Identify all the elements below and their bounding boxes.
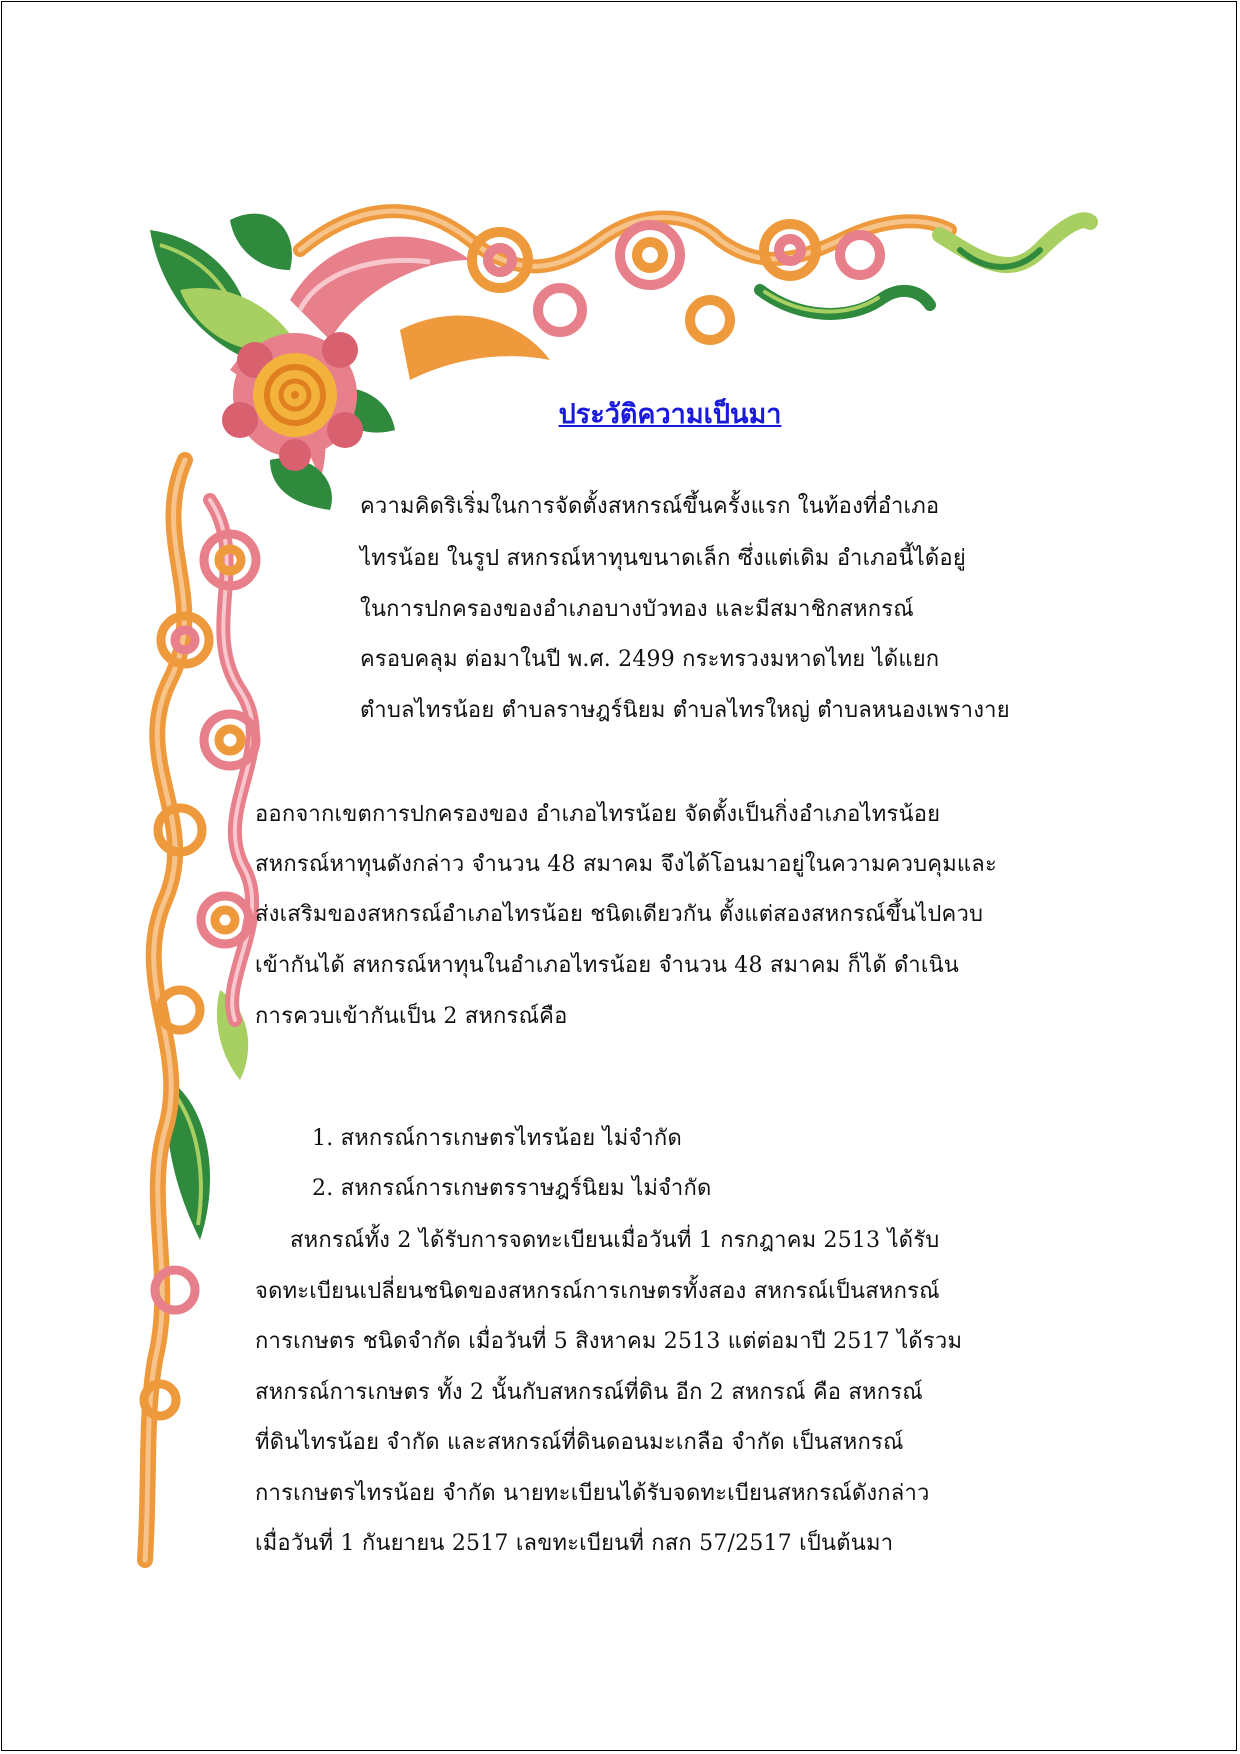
intro-line: ไทรน้อย ในรูป สหกรณ์หาทุนขนาดเล็ก ซึ่งแต่เดิม อำเภอนี้ได้อยู่ [360, 546, 966, 571]
top-spirals [472, 224, 880, 340]
intro-line: ในการปกครองของอำเภอบางบัวทอง และมีสมาชิกสหกรณ์ [360, 597, 914, 622]
intro-line: ครอบคลุม ต่อมาในปี พ.ศ. 2499 กระทรวงมหาดไทย ได้แยก [360, 647, 940, 672]
intro-line: ตำบลไทรน้อย ตำบลราษฎร์นิยม ตำบลไทรใหญ่ ตำบลหนองเพรางาย [360, 698, 1010, 723]
body-line: การเกษตร ชนิดจำกัด เมื่อวันที่ 5 สิงหาคม 2513 แต่ต่อมาปี 2517 ได้รวม [255, 1329, 963, 1354]
body-line: ออกจากเขตการปกครองของ อำเภอไทรน้อย จัดตั้งเป็นกิ่งอำเภอไทรน้อย [255, 802, 941, 827]
body-line: ที่ดินไทรน้อย จำกัด และสหกรณ์ที่ดินดอนมะเกลือ จำกัด เป็นสหกรณ์ [255, 1430, 904, 1455]
page-title: ประวัติความเป็นมา [558, 399, 782, 430]
body-line: การควบเข้ากันเป็น 2 สหกรณ์คือ [255, 1004, 568, 1029]
list-item: 2. สหกรณ์การเกษตรราษฎร์นิยม ไม่จำกัด [312, 1176, 712, 1201]
body-line: การเกษตรไทรน้อย จำกัด นายทะเบียนได้รับจดทะเบียนสหกรณ์ดังกล่าว [255, 1481, 930, 1506]
body-line: เมื่อวันที่ 1 กันยายน 2517 เลขทะเบียนที่ กสก 57/2517 เป็นต้นมา [255, 1531, 894, 1556]
body-line: สหกรณ์หาทุนดังกล่าว จำนวน 48 สมาคม จึงได้โอนมาอยู่ในความควบคุมและ [255, 852, 998, 877]
intro-line: ความคิดริเริ่มในการจัดตั้งสหกรณ์ขึ้นครั้งแรก ในท้องที่อำเภอ [360, 494, 940, 519]
body-line: สหกรณ์ทั้ง 2 ได้รับการจดทะเบียนเมื่อวันที่ 1 กรกฎาคม 2513 ได้รับ [290, 1228, 940, 1253]
body-line: สหกรณ์การเกษตร ทั้ง 2 นั้นกับสหกรณ์ที่ดิน อีก 2 สหกรณ์ คือ สหกรณ์ [255, 1380, 923, 1405]
body-line: เข้ากันได้ สหกรณ์หาทุนในอำเภอไทรน้อย จำนวน 48 สมาคม ก็ได้ ดำเนิน [255, 953, 960, 978]
body-line: จดทะเบียนเปลี่ยนชนิดของสหกรณ์การเกษตรทั้งสอง สหกรณ์เป็นสหกรณ์ [255, 1279, 940, 1304]
list-item: 1. สหกรณ์การเกษตรไทรน้อย ไม่จำกัด [312, 1126, 682, 1151]
body-line: ส่งเสริมของสหกรณ์อำเภอไทรน้อย ชนิดเดียวกัน ตั้งแต่สองสหกรณ์ขึ้นไปควบ [255, 902, 984, 927]
